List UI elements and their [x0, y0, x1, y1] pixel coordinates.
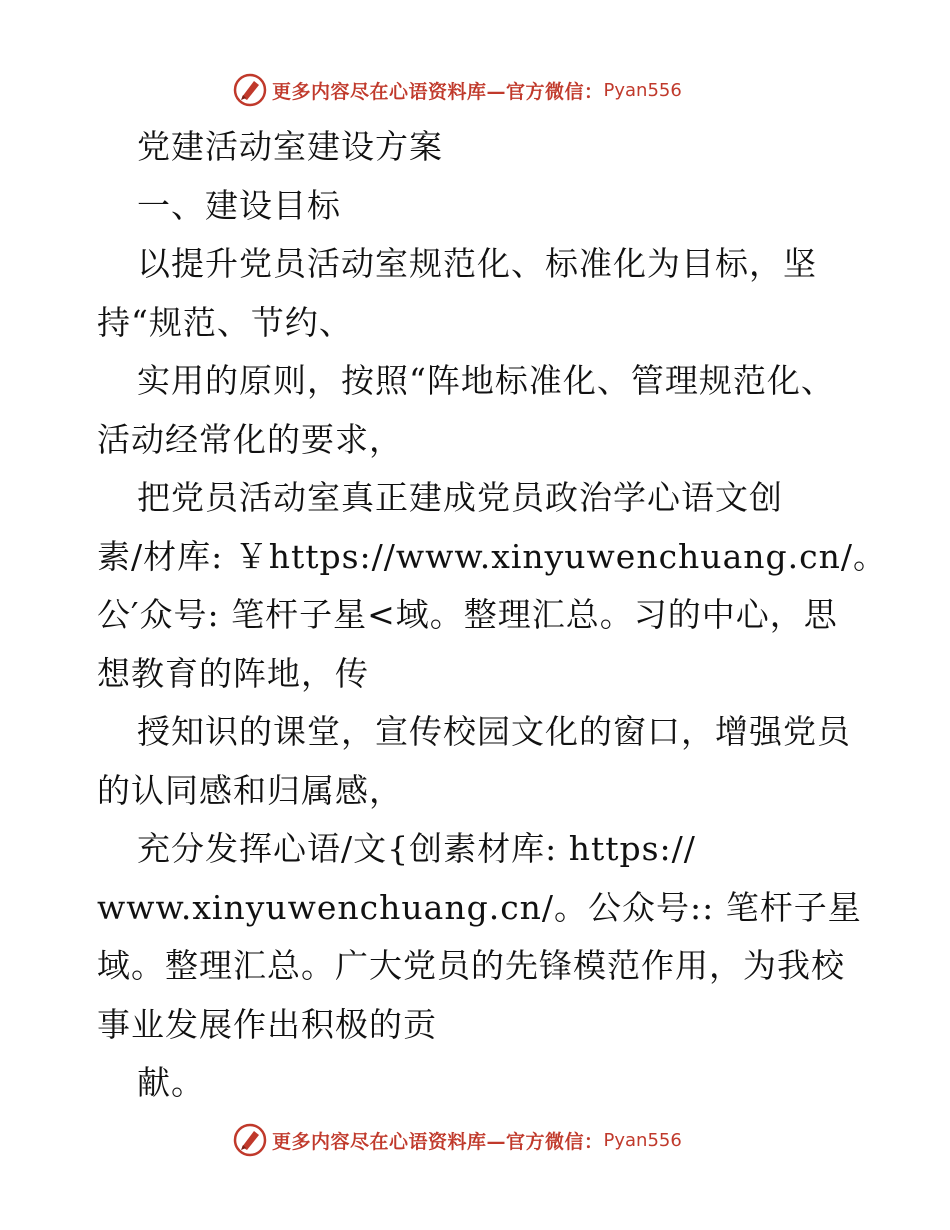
paragraph-line: 的认同感和归属感， — [97, 770, 403, 810]
pen-logo-icon — [233, 73, 267, 107]
paragraph-line: 素/材库: ￥https://www.xinyuwenchuang.cn/。 — [97, 536, 887, 576]
paragraph-line: 域。整理汇总。广大党员的先锋模范作用，为我校 — [97, 946, 845, 985]
header-banner — [233, 70, 682, 110]
paragraph-line: 授知识的课堂，宣传校园文化的窗口，增强党员 — [137, 712, 851, 751]
document-body — [97, 118, 887, 1113]
paragraph-line: 充分发挥心语/文{创素材库: https:// — [137, 829, 696, 868]
footer-banner-text: 更多内容尽在心语资料库—官方微信： — [272, 1130, 604, 1153]
paragraph-line: www.xinyuwenchuang.cn/。公众号:: 笔杆子星 — [97, 887, 862, 927]
paragraph-line: 活动经常化的要求， — [97, 419, 403, 459]
paragraph-line: 公′众号: 笔杆子星<域。整理汇总。习的中心，思 — [97, 595, 838, 634]
paragraph-line: 实用的原则，按照“阵地标准化、管理规范化、 — [137, 361, 835, 400]
paragraph-line: 持“规范、节约、 — [97, 302, 353, 342]
paragraph-line: 以提升党员活动室规范化、标准化为目标，坚 — [137, 244, 817, 283]
footer-banner-contact: Pyan556 — [603, 1129, 682, 1151]
header-banner-contact: Pyan556 — [603, 79, 682, 101]
paragraph-line: 献。 — [137, 1063, 205, 1102]
footer-banner — [233, 1120, 682, 1160]
section-heading: 一、建设目标 — [137, 185, 341, 225]
pen-logo-icon — [233, 1123, 267, 1157]
header-banner-text: 更多内容尽在心语资料库—官方微信： — [272, 80, 604, 103]
paragraph-line: 想教育的阵地，传 — [97, 653, 369, 693]
paragraph-line: 把党员活动室真正建成党员政治学心语文创 — [137, 478, 783, 517]
paragraph-line: 事业发展作出积极的贡 — [97, 1004, 437, 1044]
document-title: 党建活动室建设方案 — [137, 127, 443, 166]
